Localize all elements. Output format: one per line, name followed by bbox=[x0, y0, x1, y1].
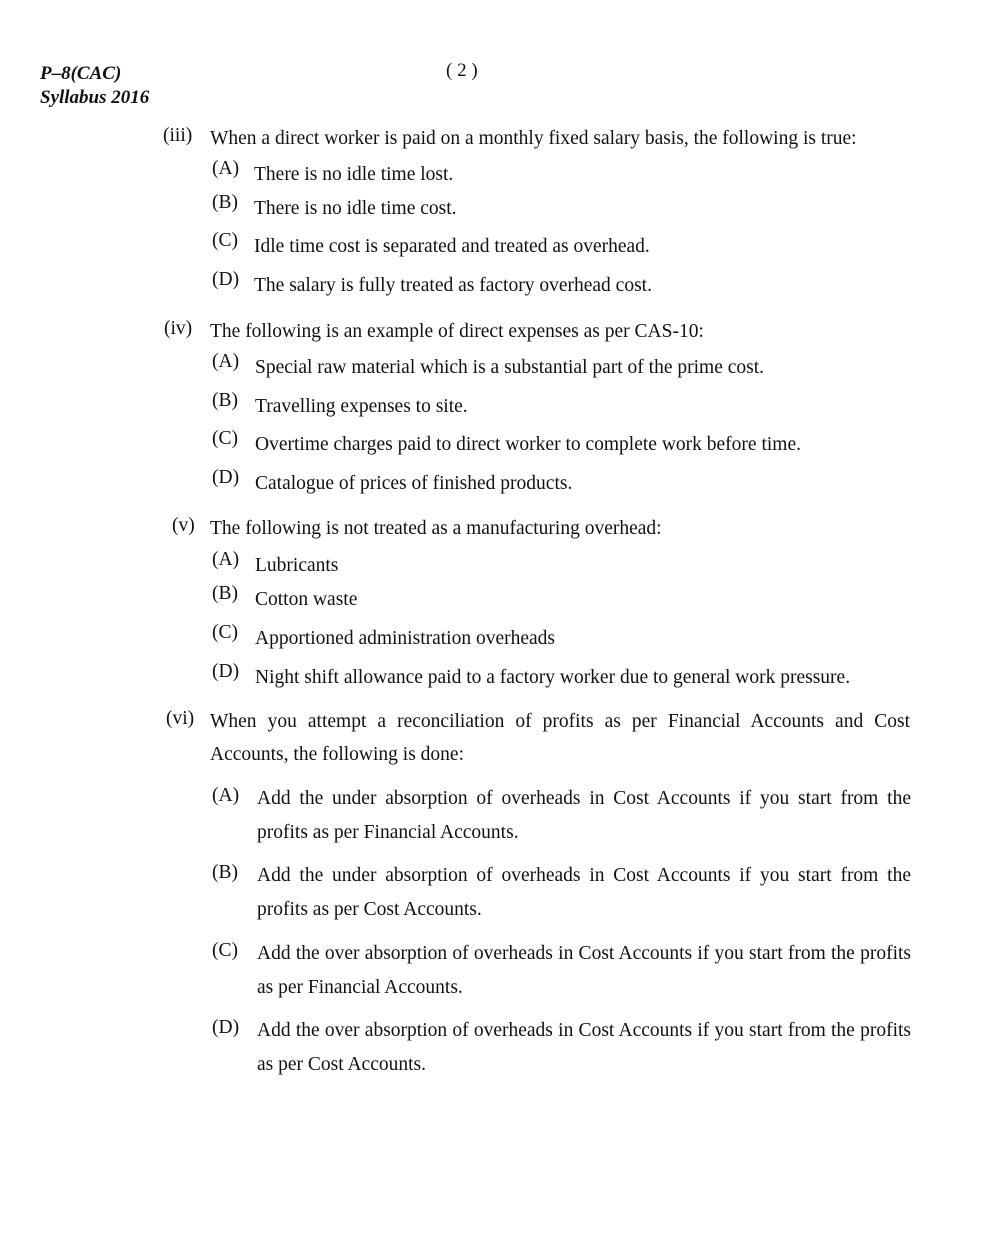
option-letter: (A) bbox=[212, 158, 240, 179]
question-text: The following is not treated as a manufacturing overhead: bbox=[210, 518, 662, 539]
page-number: ( 2 ) bbox=[446, 60, 478, 81]
option-letter: (C) bbox=[212, 428, 238, 449]
option-text: Night shift allowance paid to a factory worker due to general work pressure. bbox=[255, 667, 851, 688]
option-letter: (A) bbox=[212, 351, 240, 372]
option-text: The salary is fully treated as factory overhead cost. bbox=[254, 275, 652, 296]
option-letter: (D) bbox=[212, 1017, 240, 1038]
option-text: Special raw material which is a substantial part of the prime cost. bbox=[255, 357, 765, 378]
option-letter: (B) bbox=[212, 862, 238, 883]
option-letter: (D) bbox=[212, 661, 240, 682]
option-letter: (C) bbox=[212, 622, 238, 643]
option-text: Idle time cost is separated and treated as overhead. bbox=[254, 236, 650, 257]
question-number: (v) bbox=[172, 515, 195, 536]
syllabus-label: Syllabus 2016 bbox=[40, 87, 150, 108]
option-letter: (A) bbox=[212, 549, 240, 570]
option-text: There is no idle time cost. bbox=[254, 198, 457, 219]
option-letter: (B) bbox=[212, 192, 238, 213]
option-text: Lubricants bbox=[255, 555, 339, 576]
option-text: Apportioned administration overheads bbox=[255, 628, 556, 649]
option-text: Add the under absorption of overheads in Cost Accounts if you start from the profits as per Financial Accounts. bbox=[257, 788, 911, 843]
option-letter: (D) bbox=[212, 269, 240, 290]
question-number: (iv) bbox=[164, 318, 193, 339]
option-text: Add the under absorption of overheads in Cost Accounts if you start from the profits as per Cost Accounts. bbox=[257, 865, 911, 920]
question-number: (iii) bbox=[163, 125, 193, 146]
option-text: Add the over absorption of overheads in Cost Accounts if you start from the profits as per Cost Accounts. bbox=[257, 1020, 911, 1075]
paper-header bbox=[40, 62, 149, 110]
option-text: Overtime charges paid to direct worker to complete work before time. bbox=[255, 434, 801, 455]
option-letter: (A) bbox=[212, 785, 240, 806]
question-text: When a direct worker is paid on a monthly fixed salary basis, the following is true: bbox=[210, 128, 857, 149]
option-text: Add the over absorption of overheads in Cost Accounts if you start from the profits as per Financial Accounts. bbox=[257, 943, 911, 998]
option-text: There is no idle time lost. bbox=[254, 164, 454, 185]
question-text: The following is an example of direct expenses as per CAS-10: bbox=[210, 321, 704, 342]
question-text: When you attempt a reconciliation of profits as per Financial Accounts and Cost Accounts, the following is done: bbox=[210, 711, 910, 765]
option-letter: (B) bbox=[212, 583, 238, 604]
paper-code: P–8(CAC) bbox=[40, 63, 122, 84]
option-text: Catalogue of prices of finished products. bbox=[255, 473, 573, 494]
option-letter: (B) bbox=[212, 390, 238, 411]
option-letter: (C) bbox=[212, 940, 238, 961]
question-number: (vi) bbox=[166, 708, 195, 729]
option-letter: (C) bbox=[212, 230, 238, 251]
option-text: Cotton waste bbox=[255, 589, 358, 610]
option-text: Travelling expenses to site. bbox=[255, 396, 468, 417]
option-letter: (D) bbox=[212, 467, 240, 488]
